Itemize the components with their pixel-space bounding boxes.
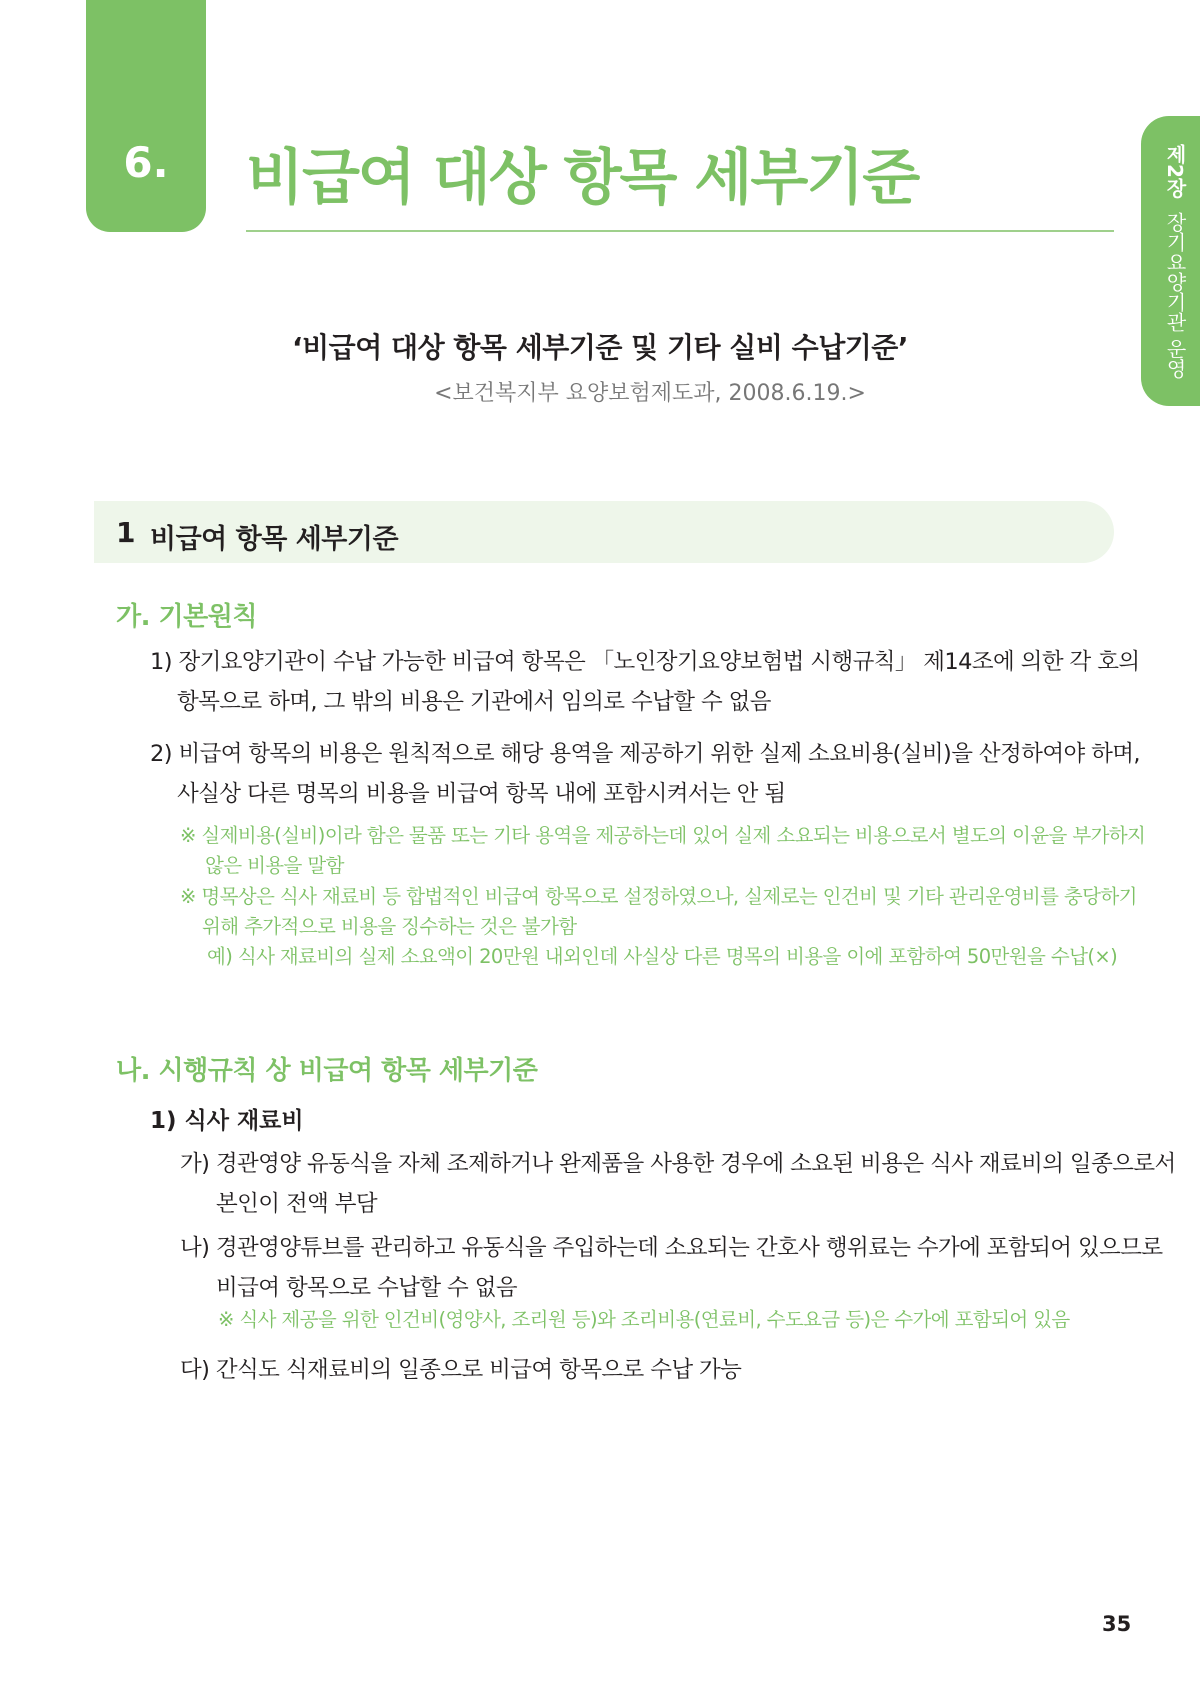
subsection-heading-basic-principles: 가. 기본원칙 xyxy=(116,602,258,632)
list-item: 2) 비급여 항목의 비용은 원칙적으로 해당 용역을 제공하기 위한 실제 소요비용(실비)을 산정하여야 하며, xyxy=(150,741,1140,767)
list-item-continuation: 항목으로 하며, 그 밖의 비용은 기관에서 임의로 수납할 수 없음 xyxy=(177,689,771,715)
chapter-number: 6. xyxy=(123,138,169,187)
note-continuation: 않은 비용을 말함 xyxy=(205,854,344,877)
sub-item-heading-meal-cost: 1) 식사 재료비 xyxy=(150,1108,304,1134)
page-number: 35 xyxy=(1102,1612,1132,1636)
list-item: 나) 경관영양튜브를 관리하고 유동식을 주입하는데 소요되는 간호사 행위료는 수가에 포함되어 있으므로 xyxy=(180,1235,1163,1261)
document-source: <보건복지부 요양보험제도과, 2008.6.19.> xyxy=(434,381,866,406)
list-item-continuation: 본인이 전액 부담 xyxy=(216,1191,378,1217)
note-example: 예) 식사 재료비의 실제 소요액이 20만원 내외인데 사실상 다른 명목의 비용을 이에 포함하여 50만원을 수납(×) xyxy=(207,945,1118,968)
section-title: 비급여 항목 세부기준 xyxy=(150,524,399,555)
list-item: 가) 경관영양 유동식을 자체 조제하거나 완제품을 사용한 경우에 소요된 비용은 식사 재료비의 일종으로서 xyxy=(180,1151,1176,1177)
list-item-continuation: 비급여 항목으로 수납할 수 없음 xyxy=(216,1275,517,1301)
note: ※ 식사 제공을 위한 인건비(영양사, 조리원 등)와 조리비용(연료비, 수도요금 등)은 수가에 포함되어 있음 xyxy=(218,1308,1070,1331)
note: ※ 실제비용(실비)이라 함은 물품 또는 기타 용역을 제공하는데 있어 실제 소요되는 비용으로서 별도의 이윤을 부가하지 xyxy=(180,824,1146,847)
subsection-heading-detailed-criteria: 나. 시행규칙 상 비급여 항목 세부기준 xyxy=(116,1056,538,1086)
side-tab-chapter-title: 장기요양기관 운영 xyxy=(1163,211,1187,379)
section-number: 1 xyxy=(116,516,136,549)
note-continuation: 위해 추가적으로 비용을 징수하는 것은 불가함 xyxy=(202,915,577,938)
title-divider xyxy=(246,230,1114,232)
list-item: 다) 간식도 식재료비의 일종으로 비급여 항목으로 수납 가능 xyxy=(180,1357,742,1383)
chapter-number-box xyxy=(86,0,206,232)
page-title: 비급여 대상 항목 세부기준 xyxy=(246,143,919,213)
note: ※ 명목상은 식사 재료비 등 합법적인 비급여 항목으로 설정하였으나, 실제로는 인건비 및 기타 관리운영비를 충당하기 xyxy=(180,885,1137,908)
side-tab-chapter-label: 제2장 xyxy=(1163,144,1187,198)
list-item-continuation: 사실상 다른 명목의 비용을 비급여 항목 내에 포함시켜서는 안 됨 xyxy=(177,781,786,807)
document-title: ‘비급여 대상 항목 세부기준 및 기타 실비 수납기준’ xyxy=(292,331,908,364)
list-item: 1) 장기요양기관이 수납 가능한 비급여 항목은 「노인장기요양보험법 시행규칙」 제14조에 의한 각 호의 xyxy=(150,649,1140,675)
